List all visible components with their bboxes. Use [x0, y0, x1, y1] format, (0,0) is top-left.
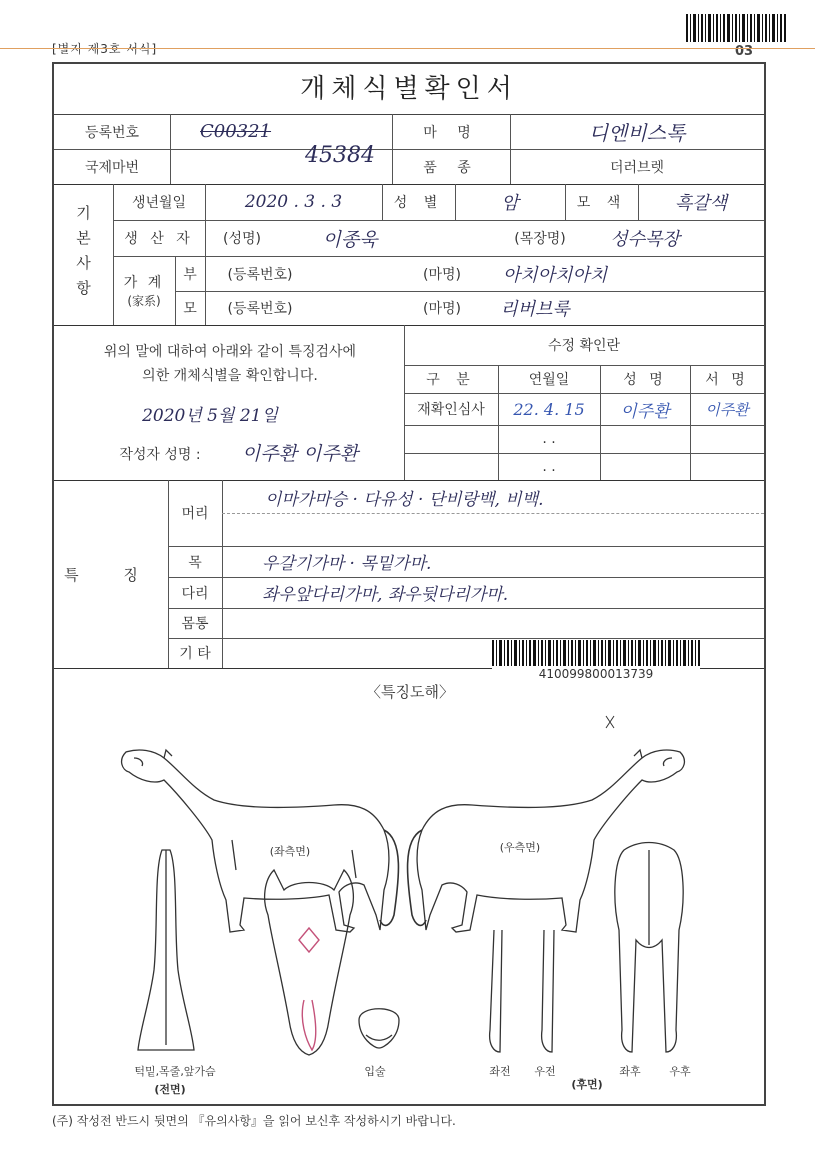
color-label: 모 색 — [576, 195, 627, 211]
revision-header-type: 구 분 — [426, 372, 476, 388]
top-barcode — [686, 14, 786, 42]
reg-no-value-struck: C00321 — [200, 121, 272, 142]
revision-row-2-date: . . — [542, 431, 556, 447]
horse-name-label: 마 명 — [423, 124, 479, 141]
revision-row-3-date: . . — [542, 458, 556, 475]
sire-name: 아치아치아치 — [502, 264, 608, 286]
caption-front: (전면) — [154, 1083, 186, 1096]
horse-name-value: 디엔비스톡 — [588, 121, 686, 145]
color-value: 흑갈색 — [674, 193, 728, 214]
farm-paren: (목장명) — [514, 231, 566, 247]
document-title: 개체식별확인서 — [54, 64, 764, 115]
writer-signature: 이주환 이주환 — [241, 442, 359, 465]
legs-label: 다리 — [181, 585, 209, 602]
producer-label: 생 산 자 — [124, 231, 194, 247]
caption-right-front: 우전 — [534, 1065, 556, 1078]
revision-header-date: 연월일 — [528, 372, 570, 388]
sex-value: 암 — [501, 193, 519, 214]
caption-right-side: (우측면) — [499, 841, 541, 854]
caption-left-side: (좌측면) — [269, 845, 311, 858]
sire-label: 부 — [183, 266, 197, 283]
sex-label: 성 별 — [393, 195, 444, 211]
horse-rear-view — [615, 843, 683, 1053]
horse-left-side — [122, 750, 399, 932]
producer-name: 이종욱 — [322, 228, 378, 251]
barcode-number: 410099800013739 — [492, 666, 700, 682]
caption-right-hind: 우후 — [669, 1065, 691, 1078]
family-label: 가 계 (家系) — [123, 275, 165, 308]
statement-line-2: 의한 개체식별을 확인합니다. — [142, 368, 318, 384]
other-label: 기 타 — [179, 646, 211, 662]
reg-no-value: 45384 — [305, 142, 375, 168]
intl-no-label: 국제마번 — [84, 159, 140, 176]
caption-rear: (후면) — [571, 1078, 603, 1091]
caption-lips: 입술 — [364, 1065, 386, 1078]
confirmation-date: 2020년 5월 21일 — [142, 405, 278, 426]
dam-reg-paren: (등록번호) — [227, 301, 293, 317]
revision-row-1-name: 이주환 — [620, 401, 670, 422]
revision-row-1-date: 22. 4. 15 — [513, 399, 585, 419]
head-value: 이마가마승 · 다유성 · 단비랑백, 비백. — [265, 489, 544, 510]
horse-front-neck — [138, 850, 194, 1050]
horse-lips — [359, 1009, 399, 1048]
features-section-label: 특 징 — [64, 565, 158, 584]
birth-label: 생년월일 — [131, 195, 187, 211]
horse-right-side — [408, 716, 685, 932]
revision-row-1-type: 재확인심사 — [417, 402, 485, 418]
breed-value: 더러브렛 — [609, 159, 665, 176]
feature-barcode — [492, 640, 700, 668]
statement-line-1: 위의 말에 대하여 아래와 같이 특징검사에 — [103, 344, 357, 360]
sire-name-paren: (마명) — [423, 266, 461, 283]
page-number: 03 — [735, 44, 754, 59]
form-number: [별지 제3호 서식] — [52, 42, 158, 56]
basic-section-label: 기본사항 — [74, 204, 92, 305]
horse-diagram — [54, 700, 764, 1100]
dam-name: 리버브룩 — [500, 299, 570, 320]
diagram-title: 〈특징도해〉 — [366, 682, 454, 701]
dam-label: 모 — [183, 301, 197, 317]
legs-value: 좌우앞다리가마, 좌우뒷다리가마. — [262, 585, 509, 605]
revision-row-1-sign: 이주환 — [705, 400, 749, 419]
neck-value: 우갈기가마 · 목밑가마. — [262, 554, 432, 574]
farm-name: 성수목장 — [610, 229, 680, 250]
reg-no-label: 등록번호 — [84, 124, 140, 141]
footer-note: (주) 작성전 반드시 뒷면의 『유의사항』을 읽어 보신후 작성하시기 바랍니다. — [52, 1114, 456, 1128]
writer-label: 작성자 성명 : — [119, 447, 201, 463]
dam-name-paren: (마명) — [423, 301, 461, 317]
horse-front-legs — [490, 930, 554, 1052]
caption-left-front: 좌전 — [489, 1065, 511, 1078]
revision-title: 수정 확인란 — [547, 338, 621, 354]
neck-label: 목 — [188, 554, 202, 571]
producer-name-paren: (성명) — [223, 231, 261, 247]
caption-front-parts: 턱밑,목줄,앞가슴 — [134, 1065, 216, 1078]
breed-label: 품 종 — [423, 159, 479, 176]
body-label: 몸통 — [181, 616, 209, 632]
revision-header-name: 성 명 — [623, 372, 667, 388]
head-label: 머리 — [181, 506, 209, 522]
caption-left-hind: 좌후 — [619, 1065, 641, 1078]
header-rule — [0, 48, 815, 49]
revision-header-sign: 서 명 — [705, 372, 749, 388]
sire-reg-paren: (등록번호) — [227, 266, 293, 283]
birth-value: 2020 . 3 . 3 — [244, 192, 343, 212]
